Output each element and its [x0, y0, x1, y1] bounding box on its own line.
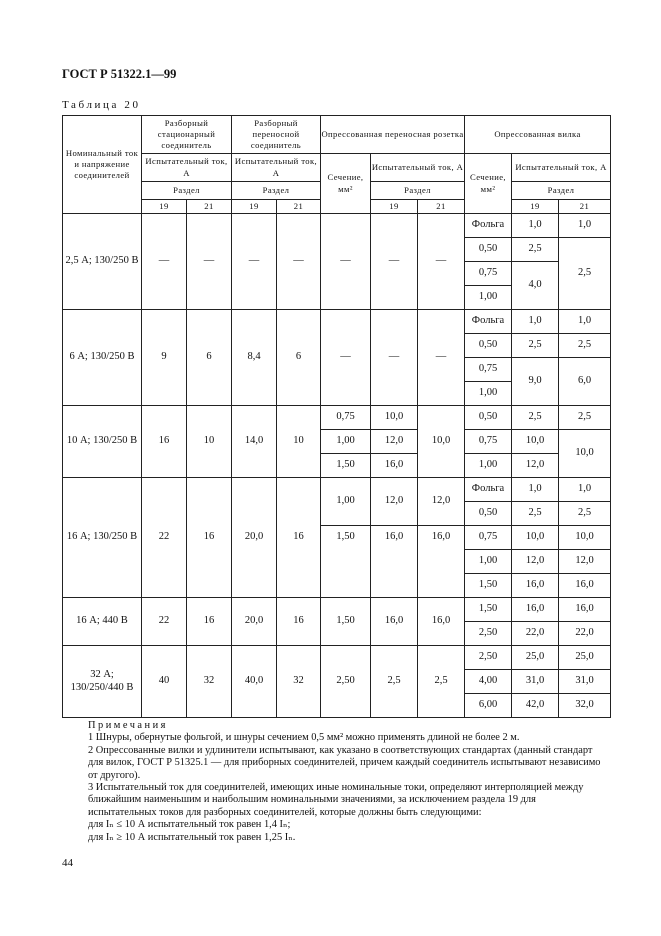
value-cell: 32: [187, 646, 232, 718]
section-cell: 1,00: [465, 454, 512, 478]
section-cell: 1,00: [321, 478, 371, 526]
note-3-item-2: для Iₙ ≥ 10 А испытательный ток равен 1,25 Iₙ.: [88, 831, 296, 843]
header-razdel: Раздел: [371, 182, 465, 200]
value-cell: 10,0: [512, 526, 559, 550]
section-cell: 0,75: [321, 406, 371, 430]
value-cell: —: [321, 214, 371, 310]
value-cell: —: [371, 214, 418, 310]
document-title: ГОСТ Р 51322.1—99: [62, 67, 177, 81]
value-cell: —: [142, 214, 187, 310]
section-cell: 1,50: [321, 454, 371, 478]
header-section: Сечение, мм²: [321, 154, 371, 214]
header-test-current: Испытательный ток, А: [142, 154, 232, 182]
value-cell: 20,0: [232, 478, 277, 598]
value-cell: 32,0: [559, 694, 611, 718]
value-cell: 9,0: [512, 358, 559, 406]
header-test-current: Испытательный ток, А: [232, 154, 321, 182]
value-cell: 12,0: [418, 478, 465, 526]
value-cell: 1,0: [559, 478, 611, 502]
rating-cell: 6 А; 130/250 В: [63, 310, 142, 406]
value-cell: 16: [187, 598, 232, 646]
value-cell: 22,0: [512, 622, 559, 646]
header-test-current: Испытательный ток, А: [371, 154, 465, 182]
value-cell: 25,0: [512, 646, 559, 670]
header-21: 21: [559, 200, 611, 214]
value-cell: 1,0: [512, 310, 559, 334]
section-cell: 1,00: [465, 382, 512, 406]
table-row: [63, 646, 611, 670]
header-21: 21: [418, 200, 465, 214]
value-cell: 12,0: [371, 478, 418, 526]
header-test-current: Испытательный ток, А: [512, 154, 611, 182]
section-cell: 1,50: [465, 574, 512, 598]
value-cell: 25,0: [559, 646, 611, 670]
table-row: [63, 598, 611, 622]
section-cell: 1,00: [465, 286, 512, 310]
section-cell: 6,00: [465, 694, 512, 718]
table-row: [63, 310, 611, 334]
value-cell: 32: [277, 646, 321, 718]
value-cell: 10,0: [418, 406, 465, 478]
value-cell: 2,5: [512, 238, 559, 262]
value-cell: 2,5: [512, 406, 559, 430]
value-cell: 16,0: [418, 598, 465, 646]
header-razdel: Раздел: [232, 182, 321, 200]
header-razdel: Раздел: [512, 182, 611, 200]
value-cell: 12,0: [512, 454, 559, 478]
section-cell: 1,50: [465, 598, 512, 622]
value-cell: 6,0: [559, 358, 611, 406]
note-1: 1 Шнуры, обернутые фольгой, и шнуры сечением 0,5 мм² можно применять длиной не более 2 м.: [88, 732, 520, 744]
value-cell: 22: [142, 478, 187, 598]
value-cell: 31,0: [559, 670, 611, 694]
header-21: 21: [277, 200, 321, 214]
section-cell: 0,75: [465, 526, 512, 550]
value-cell: 16,0: [418, 526, 465, 598]
value-cell: —: [187, 214, 232, 310]
value-cell: 22,0: [559, 622, 611, 646]
section-cell: 0,75: [465, 262, 512, 286]
value-cell: 2,5: [559, 334, 611, 358]
value-cell: 6: [187, 310, 232, 406]
value-cell: 2,5: [559, 406, 611, 430]
section-cell: 1,00: [465, 550, 512, 574]
header-portable: Разборный переносной соединитель: [232, 116, 321, 154]
value-cell: 16,0: [371, 526, 418, 598]
value-cell: 10,0: [512, 430, 559, 454]
value-cell: 42,0: [512, 694, 559, 718]
value-cell: 6: [277, 310, 321, 406]
value-cell: 10: [187, 406, 232, 478]
table-row: [63, 478, 611, 502]
header-nominal: Номинальный ток и напряжение соединителей: [63, 116, 142, 214]
value-cell: 2,5: [418, 646, 465, 718]
header-plug: Опрессованная вилка: [465, 116, 611, 154]
header-19: 19: [371, 200, 418, 214]
rating-cell: 2,5 А; 130/250 В: [63, 214, 142, 310]
value-cell: 16: [277, 598, 321, 646]
note-3: 3 Испытательный ток для соединителей, имеющих иные номинальные токи, определяют интерполяцией между ближайшим наименьшим и наибольшим номинальными значениями, за исключением раздела 19 для испытательных токов для разборных соединителей, которые должны быть следующими:: [88, 782, 584, 818]
note-2: 2 Опрессованные вилки и удлинители испытывают, как указано в соответствующих стандартах (данный стандарт для вилок, ГОСТ Р 51325.1 — для приборных соединителей, причем каждый соединитель испытывают независимо от другого).: [88, 744, 601, 781]
value-cell: 16: [277, 478, 321, 598]
note-3-item-1: для Iₙ ≤ 10 А испытательный ток равен 1,4 Iₙ;: [88, 819, 291, 831]
value-cell: 2,5: [371, 646, 418, 718]
rating-cell: 16 А; 130/250 В: [63, 478, 142, 598]
section-cell: Фольга: [465, 214, 512, 238]
value-cell: 9: [142, 310, 187, 406]
section-cell: Фольга: [465, 310, 512, 334]
header-19: 19: [512, 200, 559, 214]
value-cell: 1,0: [559, 310, 611, 334]
value-cell: 22: [142, 598, 187, 646]
header-row: [63, 154, 611, 182]
value-cell: 4,0: [512, 262, 559, 310]
value-cell: 2,5: [559, 502, 611, 526]
header-row: [63, 116, 611, 154]
header-razdel: Раздел: [142, 182, 232, 200]
section-cell: 2,50: [321, 646, 371, 718]
value-cell: 1,0: [559, 214, 611, 238]
value-cell: 16,0: [559, 574, 611, 598]
value-cell: 20,0: [232, 598, 277, 646]
value-cell: 2,5: [559, 238, 611, 310]
header-19: 19: [142, 200, 187, 214]
value-cell: —: [418, 214, 465, 310]
value-cell: 2,5: [512, 334, 559, 358]
rating-cell: 32 А; 130/250/440 В: [63, 646, 142, 718]
section-cell: Фольга: [465, 478, 512, 502]
notes-block: [88, 720, 604, 844]
header-section: Сечение, мм²: [465, 154, 512, 214]
section-cell: 2,50: [465, 646, 512, 670]
value-cell: 16,0: [559, 598, 611, 622]
value-cell: 10,0: [371, 406, 418, 430]
value-cell: 40: [142, 646, 187, 718]
section-cell: 0,75: [465, 358, 512, 382]
value-cell: 40,0: [232, 646, 277, 718]
value-cell: 31,0: [512, 670, 559, 694]
value-cell: 8,4: [232, 310, 277, 406]
header-21: 21: [187, 200, 232, 214]
header-socket: Опрессованная переносная розетка: [321, 116, 465, 154]
value-cell: —: [232, 214, 277, 310]
value-cell: —: [418, 310, 465, 406]
value-cell: 16: [187, 478, 232, 598]
value-cell: 2,5: [512, 502, 559, 526]
value-cell: 16,0: [512, 598, 559, 622]
value-cell: 1,0: [512, 214, 559, 238]
value-cell: 10,0: [559, 526, 611, 550]
section-cell: 0,50: [465, 502, 512, 526]
section-cell: 0,50: [465, 238, 512, 262]
value-cell: 10: [277, 406, 321, 478]
section-cell: 4,00: [465, 670, 512, 694]
value-cell: —: [321, 310, 371, 406]
table-caption: Таблица 20: [62, 99, 141, 111]
header-19: 19: [232, 200, 277, 214]
value-cell: 16: [142, 406, 187, 478]
section-cell: 2,50: [465, 622, 512, 646]
value-cell: 16,0: [512, 574, 559, 598]
section-cell: 1,00: [321, 430, 371, 454]
table-row: [63, 214, 611, 238]
value-cell: 1,0: [512, 478, 559, 502]
value-cell: 10,0: [559, 430, 611, 478]
page-number: 44: [62, 857, 73, 869]
value-cell: 12,0: [512, 550, 559, 574]
value-cell: 14,0: [232, 406, 277, 478]
section-cell: 0,50: [465, 406, 512, 430]
value-cell: —: [277, 214, 321, 310]
data-table: [62, 115, 611, 718]
rating-cell: 10 А; 130/250 В: [63, 406, 142, 478]
notes-heading: Примечания: [88, 720, 168, 731]
value-cell: 12,0: [371, 430, 418, 454]
value-cell: 16,0: [371, 454, 418, 478]
section-cell: 0,50: [465, 334, 512, 358]
section-cell: 1,50: [321, 526, 371, 598]
section-cell: 1,50: [321, 598, 371, 646]
section-cell: 0,75: [465, 430, 512, 454]
rating-cell: 16 А; 440 В: [63, 598, 142, 646]
value-cell: 16,0: [371, 598, 418, 646]
header-stationary: Разборный стационарный соединитель: [142, 116, 232, 154]
value-cell: 12,0: [559, 550, 611, 574]
value-cell: —: [371, 310, 418, 406]
table-row: [63, 406, 611, 430]
